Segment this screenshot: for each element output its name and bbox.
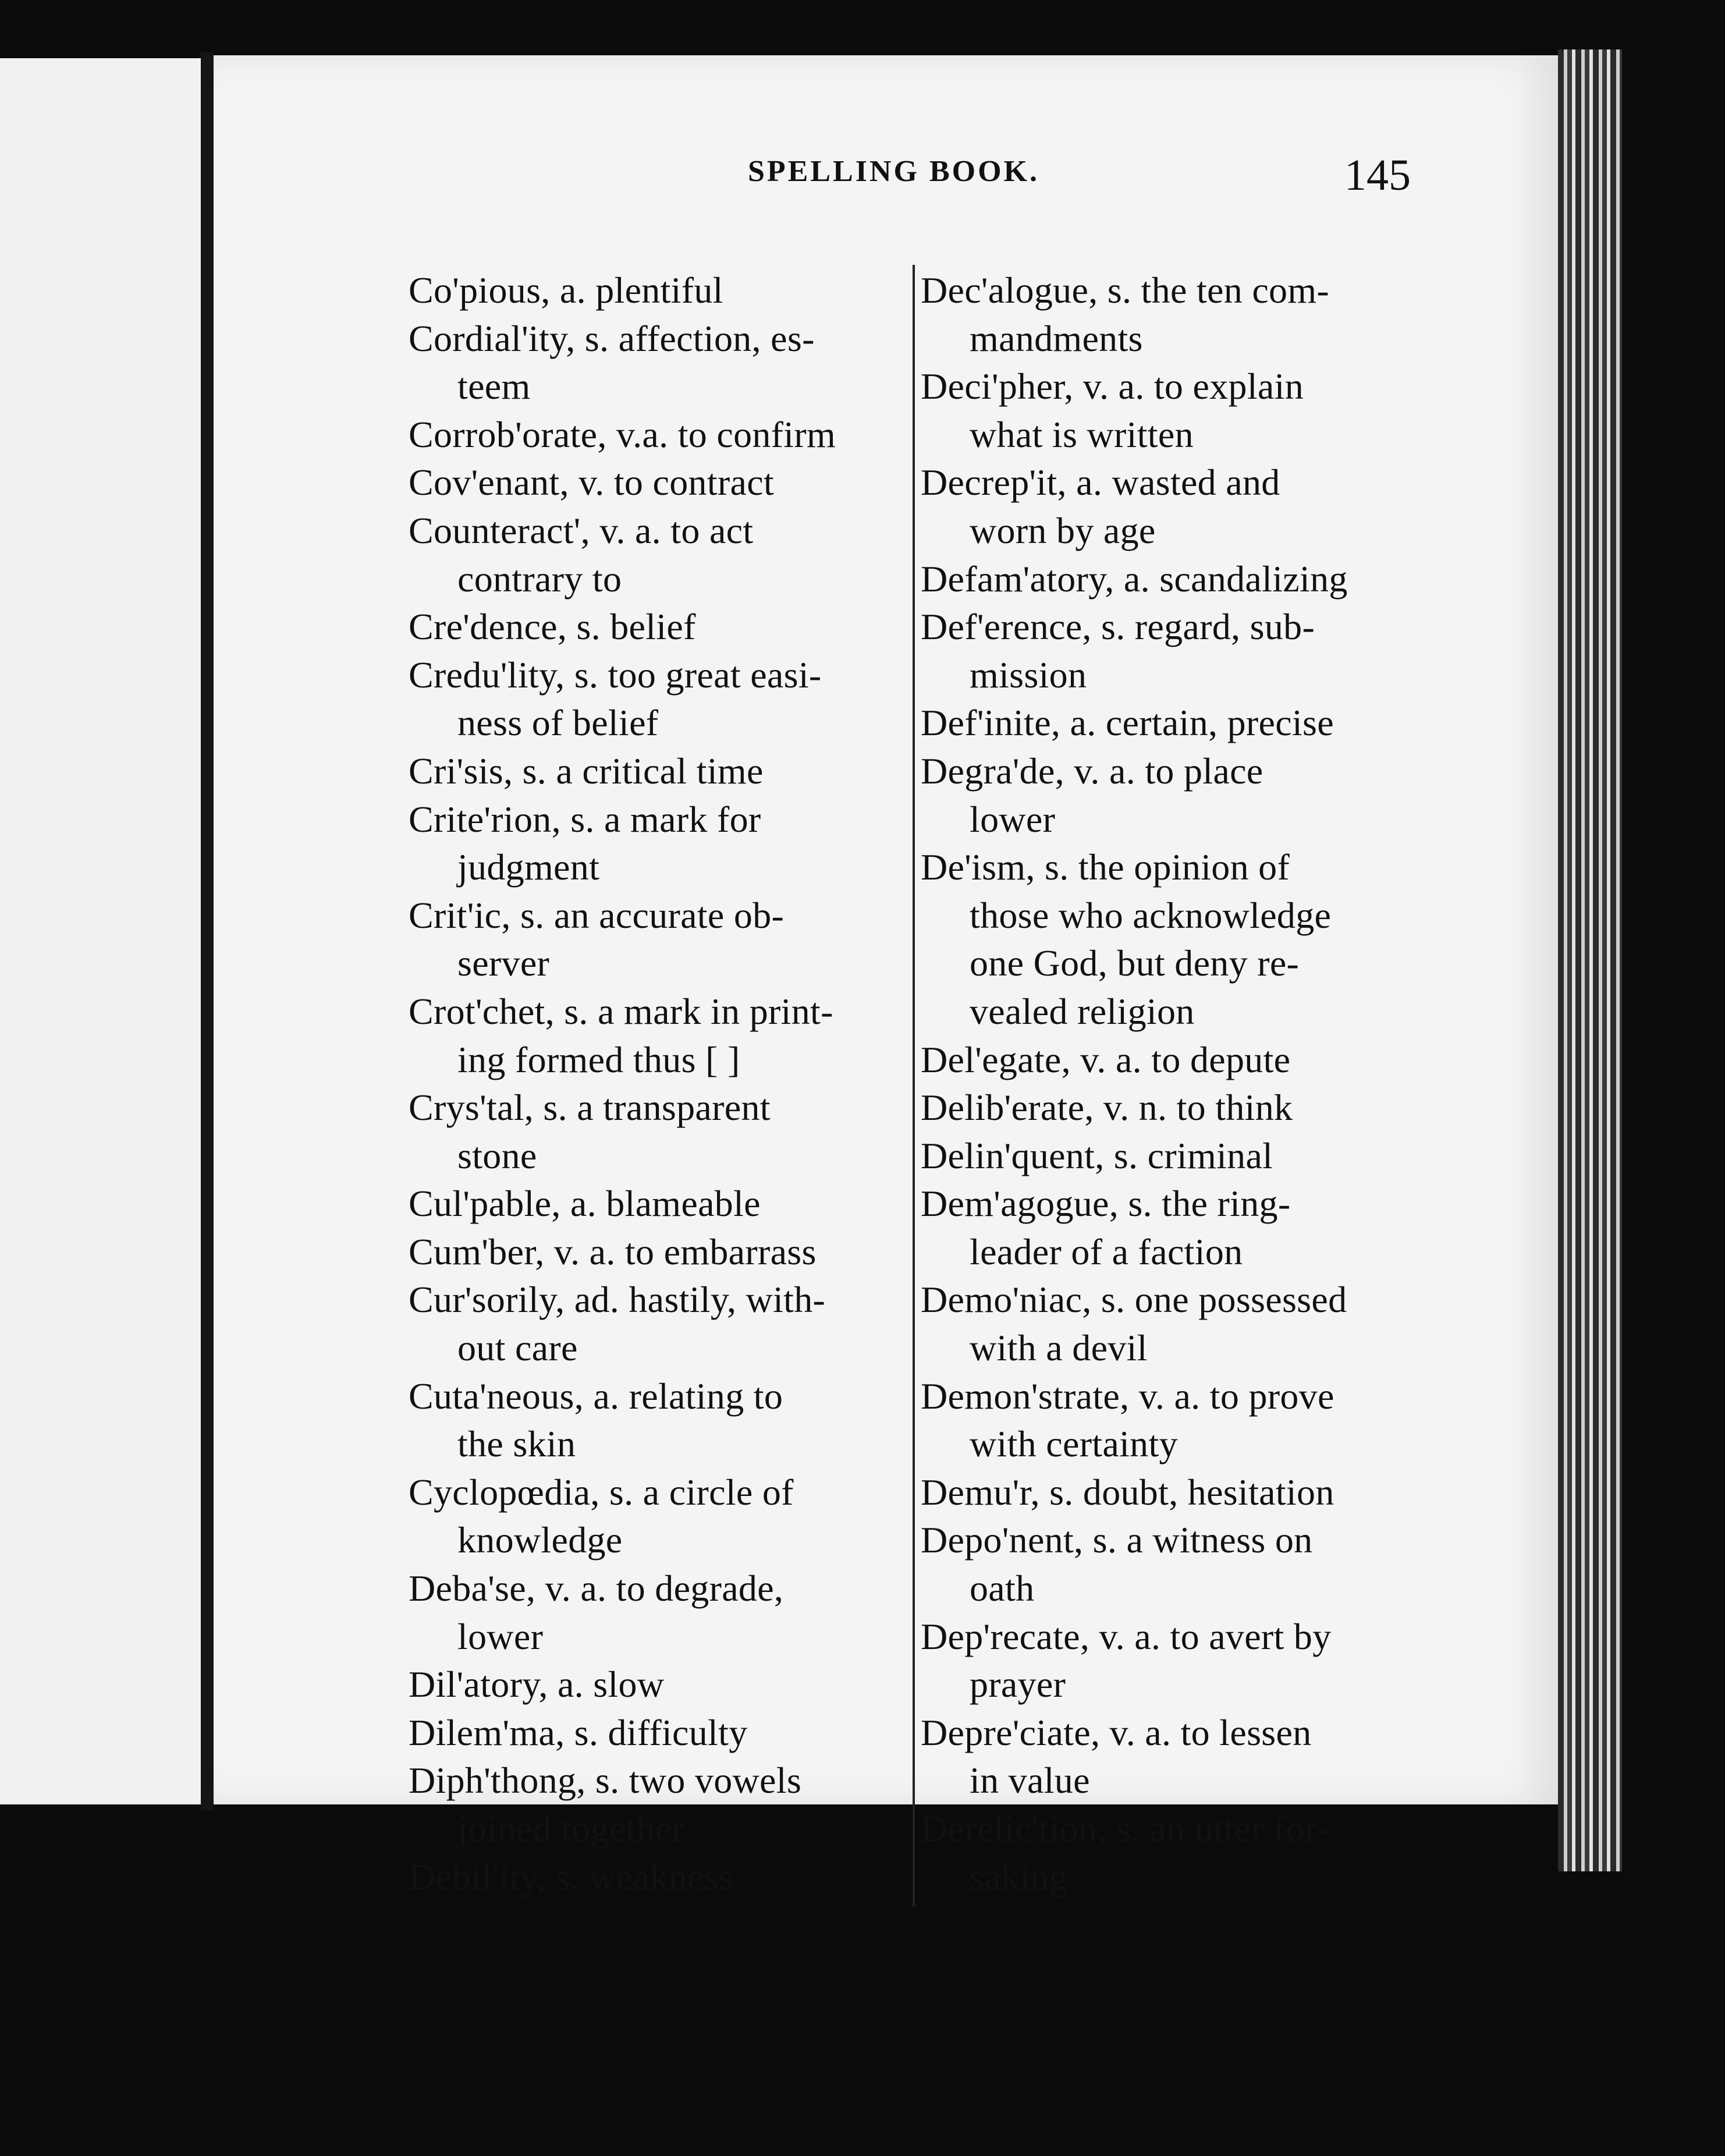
entry-line: Def'inite, a. certain, precise <box>921 702 1334 744</box>
dictionary-entry <box>409 1180 921 1228</box>
entry-line: Demon'strate, v. a. to prove <box>921 1375 1334 1417</box>
entry-line: Del'egate, v. a. to depute <box>921 1038 1291 1080</box>
entry-line: Crite'rion, s. a mark for <box>409 798 761 840</box>
entry-line: Co'pious, a. plentiful <box>409 270 723 311</box>
dictionary-entry <box>921 363 1433 459</box>
entry-continuation: server <box>457 942 550 984</box>
entry-line: Diph'thong, s. two vowels <box>409 1760 802 1802</box>
dictionary-entry <box>409 459 921 507</box>
entry-line: Crot'chet, s. a mark in print- <box>409 990 833 1032</box>
entry-line: Deci'pher, v. a. to explain <box>921 366 1304 407</box>
dictionary-entry <box>921 459 1433 555</box>
dictionary-entry <box>921 699 1433 747</box>
entry-line: Dil'atory, a. slow <box>409 1664 665 1705</box>
entry-line: De'ism, s. the opinion of <box>921 846 1290 888</box>
entry-continuation: oath <box>970 1568 1035 1609</box>
dictionary-entry <box>409 1757 921 1853</box>
dictionary-entry <box>921 555 1433 604</box>
entry-continuation: leader of a faction <box>970 1231 1243 1272</box>
running-header: SPELLING BOOK. <box>748 155 1039 188</box>
entry-line: Dec'alogue, s. the ten com- <box>921 270 1330 311</box>
entry-line: Decrep'it, a. wasted and <box>921 462 1280 503</box>
dictionary-entry <box>409 603 921 651</box>
entry-continuation: prayer <box>970 1664 1066 1705</box>
dictionary-entry <box>409 988 921 1084</box>
dictionary-entry <box>409 1853 921 1902</box>
entry-line: one God, but deny re- <box>970 942 1300 984</box>
entry-line: Cri'sis, s. a critical time <box>409 750 764 792</box>
entry-line: Crys'tal, s. a transparent <box>409 1087 771 1129</box>
dictionary-entry <box>921 1180 1433 1276</box>
dictionary-entry <box>409 1661 921 1709</box>
entry-line: Deba'se, v. a. to degrade, <box>409 1568 784 1609</box>
page-edges <box>1558 49 1622 1871</box>
entry-continuation: mission <box>970 654 1087 696</box>
dictionary-entry <box>409 411 921 459</box>
dictionary-entry <box>409 892 921 988</box>
dictionary-entry <box>409 1469 921 1565</box>
entry-line: Dem'agogue, s. the ring- <box>921 1183 1291 1225</box>
entry-line: Degra'de, v. a. to place <box>921 750 1263 792</box>
dictionary-entry <box>921 843 1433 939</box>
page-number: 145 <box>1344 151 1411 200</box>
entry-line: Cov'enant, v. to contract <box>409 462 775 503</box>
dictionary-entry <box>921 1084 1433 1132</box>
entry-continuation: mandments <box>970 317 1143 359</box>
entry-line: Credu'lity, s. too great easi- <box>409 654 822 696</box>
dictionary-entry <box>921 1373 1433 1469</box>
entry-continuation: ing formed thus [ ] <box>457 1038 740 1080</box>
entry-continuation: knowledge <box>457 1519 623 1561</box>
entry-continuation: with certainty <box>970 1423 1178 1465</box>
entry-line: Cre'dence, s. belief <box>409 606 696 648</box>
entry-continuation: what is written <box>970 413 1194 455</box>
dictionary-entry <box>921 603 1433 699</box>
dictionary-entry <box>921 267 1433 363</box>
entry-continuation: joined together <box>457 1808 685 1849</box>
entry-line: Cur'sorily, ad. hastily, with- <box>409 1279 826 1321</box>
entry-line: Cum'ber, v. a. to embarrass <box>409 1231 817 1272</box>
dictionary-entry <box>409 747 921 796</box>
entry-line: Def'erence, s. regard, sub- <box>921 606 1315 648</box>
dictionary-entry <box>921 1036 1433 1084</box>
entry-line: Dilem'ma, s. difficulty <box>409 1711 748 1753</box>
dictionary-entry <box>409 507 921 603</box>
entry-line: Debil'ity, s. weakness <box>409 1856 733 1898</box>
entry-continuation: with a devil <box>970 1327 1148 1369</box>
dictionary-entry <box>409 315 921 411</box>
dictionary-entry <box>921 1132 1433 1180</box>
entry-line: Cuta'neous, a. relating to <box>409 1375 783 1417</box>
entry-continuation: the skin <box>457 1423 576 1465</box>
entry-line: Cul'pable, a. blameable <box>409 1183 761 1225</box>
entry-line: Depo'nent, s. a witness on <box>921 1519 1313 1561</box>
book-spine <box>201 52 214 1810</box>
entry-continuation: ness of belief <box>457 702 659 744</box>
dictionary-entry <box>921 1613 1433 1709</box>
dictionary-entry <box>921 1709 1433 1805</box>
dictionary-entry <box>921 1805 1433 1901</box>
dictionary-entry <box>409 1373 921 1469</box>
entry-continuation: saking <box>970 1856 1068 1898</box>
entry-continuation: stone <box>457 1134 537 1176</box>
left-column <box>409 267 921 1901</box>
dictionary-entry <box>409 1084 921 1180</box>
entry-continuation: judgment <box>457 846 600 888</box>
entry-continuation: those who acknowledge <box>970 894 1332 936</box>
entry-line: Dep'recate, v. a. to avert by <box>921 1615 1332 1657</box>
entry-continuation: in value <box>970 1760 1090 1802</box>
entry-line: Counteract', v. a. to act <box>409 509 754 551</box>
dictionary-entry <box>409 1709 921 1757</box>
dictionary-entry <box>409 651 921 747</box>
entry-line: Delib'erate, v. n. to think <box>921 1087 1293 1129</box>
entry-line: Crit'ic, s. an accurate ob- <box>409 894 785 936</box>
dictionary-entry <box>921 747 1433 843</box>
entry-line: Cyclopœdia, s. a circle of <box>409 1471 794 1513</box>
dictionary-entry <box>409 267 921 315</box>
dictionary-entry <box>921 939 1433 1036</box>
dictionary-entry <box>409 1276 921 1372</box>
entry-line: Demu'r, s. doubt, hesitation <box>921 1471 1334 1513</box>
entry-line: Corrob'orate, v.a. to confirm <box>409 413 836 455</box>
dictionary-entry <box>921 1469 1433 1517</box>
right-column <box>921 267 1433 1901</box>
entry-line: Demo'niac, s. one possessed <box>921 1279 1347 1321</box>
dictionary-entry <box>921 1276 1433 1372</box>
entry-continuation: out care <box>457 1327 578 1369</box>
facing-page <box>0 58 201 1804</box>
entry-continuation: lower <box>970 798 1056 840</box>
dictionary-entry <box>409 1228 921 1276</box>
dictionary-entry <box>409 796 921 892</box>
entry-continuation: contrary to <box>457 558 622 600</box>
dictionary-entry <box>409 1565 921 1661</box>
entry-line: Cordial'ity, s. affection, es- <box>409 317 815 359</box>
entry-line: Derelic'tion, s. an utter for- <box>921 1808 1329 1849</box>
entry-continuation: vealed religion <box>970 990 1195 1032</box>
entry-continuation: lower <box>457 1615 544 1657</box>
entry-continuation: teem <box>457 366 531 407</box>
entry-line: Delin'quent, s. criminal <box>921 1134 1273 1176</box>
entry-line: Defam'atory, a. scandalizing <box>921 558 1348 600</box>
entry-line: Depre'ciate, v. a. to lessen <box>921 1711 1312 1753</box>
entry-continuation: worn by age <box>970 509 1156 551</box>
dictionary-entry <box>921 1516 1433 1612</box>
